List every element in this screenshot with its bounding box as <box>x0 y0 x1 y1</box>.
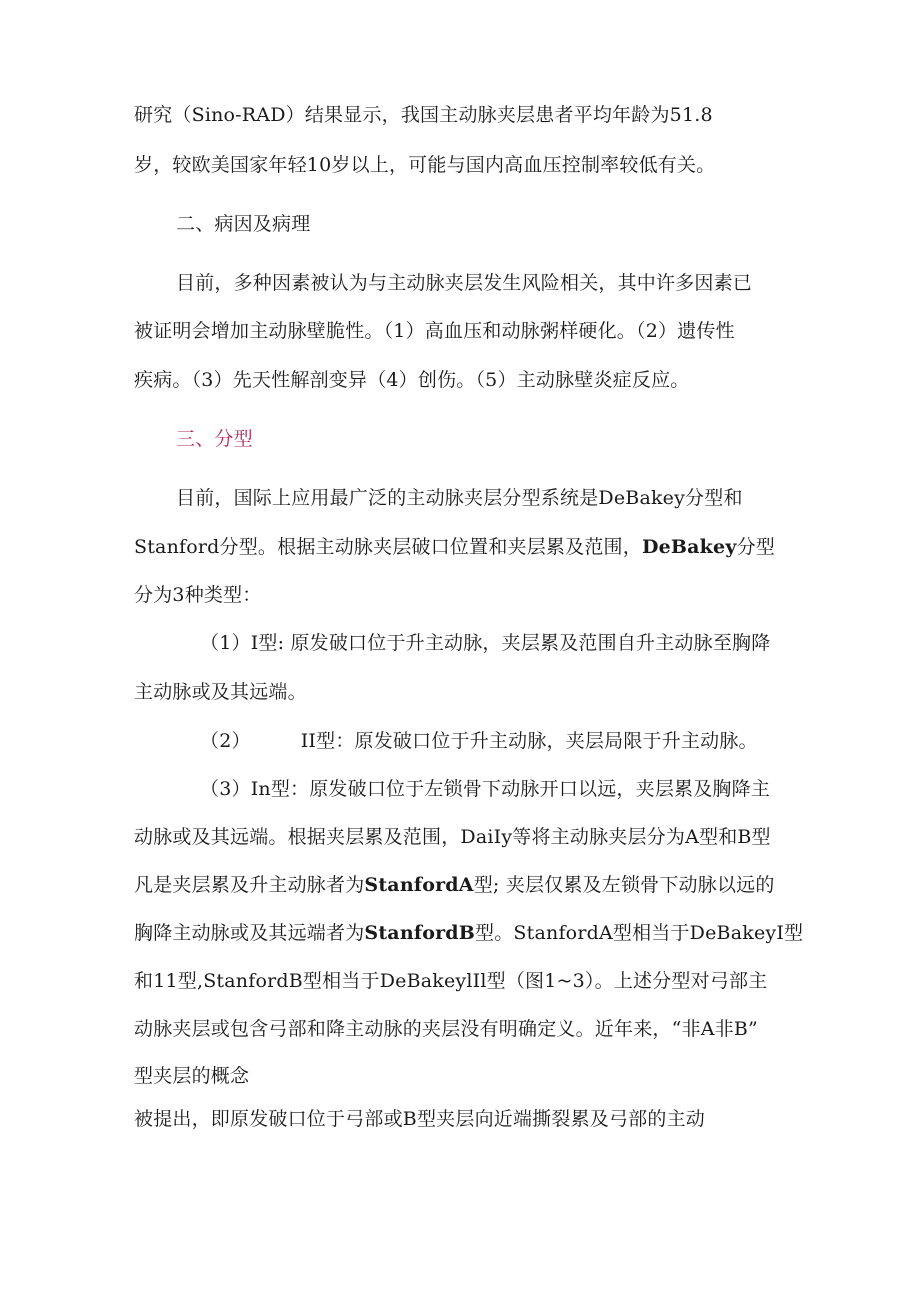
type-item-line: 型夹层的概念 <box>134 1065 250 1087</box>
paragraph-line: 分为3种类型： <box>134 584 262 606</box>
type-item-line: 被提出，即原发破口位于弓部或B型夹层向近端撕裂累及弓部的主动 <box>134 1108 705 1130</box>
type-item-line: 动脉夹层或包含弓部和降主动脉的夹层没有明确定义。近年来，“非A非B” <box>134 1018 758 1040</box>
type-item-line <box>134 873 775 897</box>
bold-term: DeBakey <box>641 536 737 558</box>
text-run: Stanford分型。根据主动脉夹层破口位置和夹层累及范围， <box>134 536 642 558</box>
text-run: 凡是夹层累及升主动脉者为 <box>134 874 365 896</box>
paragraph-line: 研究（Sino-RAD）结果显示，我国主动脉夹层患者平均年龄为51.8 <box>134 104 713 126</box>
type-item-line: （1）I型: 原发破口位于升主动脉，夹层累及范围自升主动脉至胸降 <box>200 632 771 654</box>
type-item-line: 动脉或及其远端。根据夹层累及范围，DaiIy等将主动脉夹层分为A型和B型 <box>134 826 771 848</box>
bold-term: StanfordB <box>364 922 476 944</box>
section-heading-etiology: 二、病因及病理 <box>176 213 311 235</box>
type-item-line <box>134 921 803 945</box>
type-item-line: 和11型,StanfordB型相当于DeBakeylIl型（图1~3）。上述分型对弓部主 <box>134 970 768 992</box>
type-item-line: （3）In型：原发破口位于左锁骨下动脉开口以远，夹层累及胸降主 <box>200 778 771 800</box>
type-item-line <box>200 729 758 753</box>
paragraph-line: 目前，国际上应用最广泛的主动脉夹层分型系统是DeBakey分型和 <box>176 487 743 509</box>
paragraph-line: 疾病。（3）先天性解剖变异（4）创伤。（5）主动脉壁炎症反应。 <box>134 369 690 391</box>
text-run: 型; 夹层仅累及左锁骨下动脉以远的 <box>473 874 775 896</box>
text-run: 分型 <box>736 536 775 558</box>
bold-term: StanfordA <box>364 874 474 896</box>
paragraph-line <box>134 535 775 559</box>
type-item-line: 主动脉或及其远端。 <box>134 681 307 703</box>
item-number: （2） <box>200 730 251 752</box>
paragraph-line: 被证明会增加主动脉壁脆性。（1）高血压和动脉粥样硬化。（2）遗传性 <box>134 320 735 342</box>
text-run: 胸降主动脉或及其远端者为 <box>134 922 365 944</box>
section-heading-classification: 三、分型 <box>176 428 253 450</box>
text-run: 型。StanfordA型相当于DeBakeyI型 <box>475 922 804 944</box>
item-text: II型：原发破口位于升主动脉，夹层局限于升主动脉。 <box>300 730 758 752</box>
paragraph-line: 岁，较欧美国家年轻10岁以上，可能与国内高血压控制率较低有关。 <box>134 154 716 176</box>
paragraph-line: 目前，多种因素被认为与主动脉夹层发生风险相关，其中许多因素已 <box>176 272 753 294</box>
